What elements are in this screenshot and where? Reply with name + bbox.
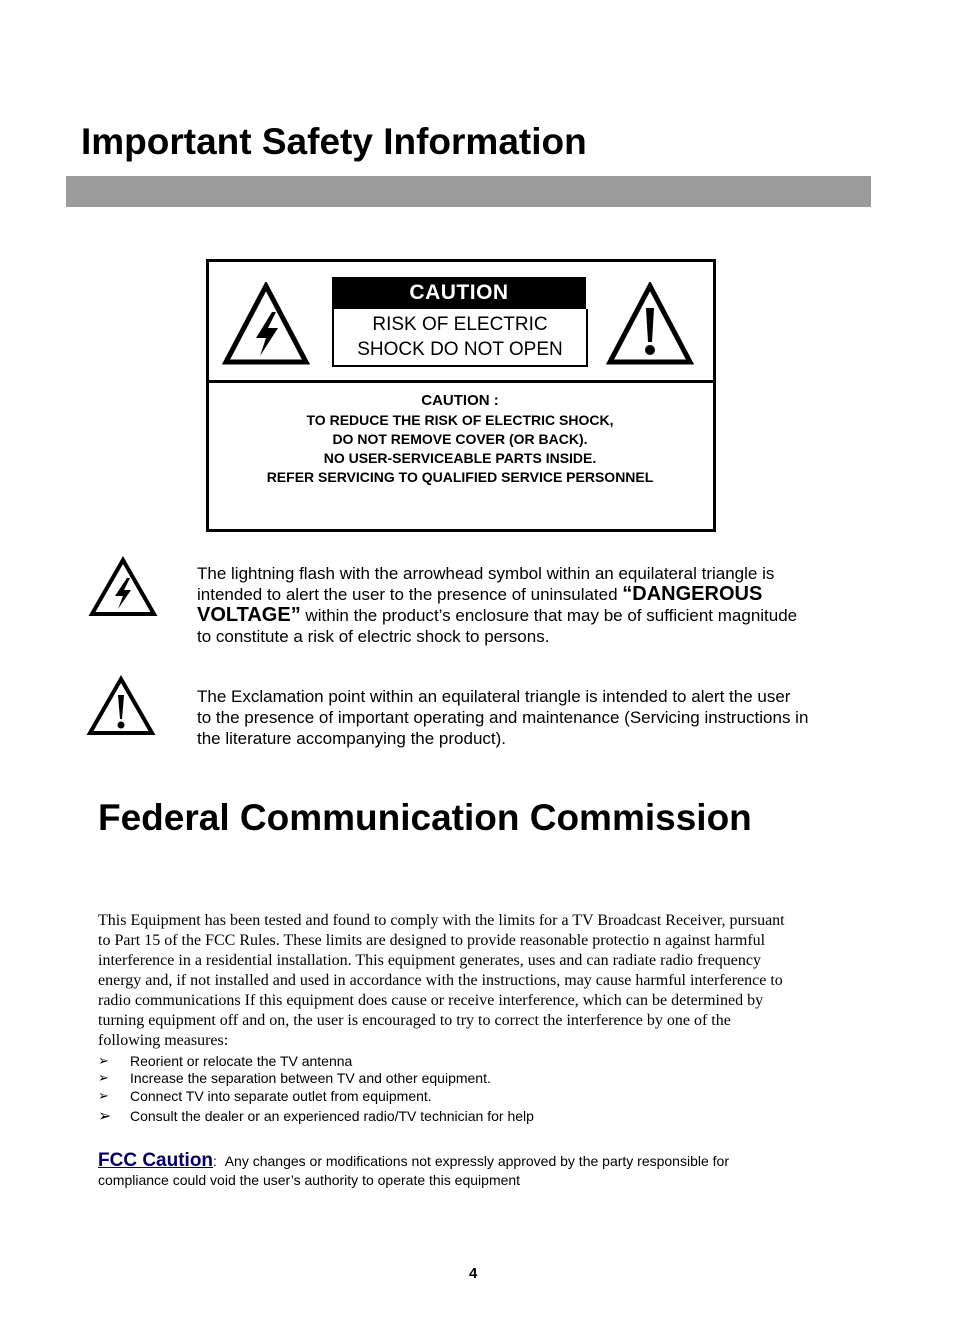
arrow-bullet-icon: ➢ (98, 1107, 112, 1125)
page-title: Important Safety Information (81, 121, 587, 162)
list-item: ➢ Connect TV into separate outlet from equipment. (98, 1087, 432, 1104)
caution-label-divider (206, 380, 716, 383)
arrow-bullet-icon: ➢ (98, 1070, 109, 1086)
fcc-heading: Federal Communication Commission (98, 797, 752, 838)
caution-instructions (210, 391, 710, 487)
caution-line: TO REDUCE THE RISK OF ELECTRIC SHOCK, (306, 412, 614, 428)
fcc-caution: FCC Caution: Any changes or modifications not expressly approved by the party responsible for compliance could void the user’s authority to operate this equipment (98, 1150, 729, 1188)
caution-subtitle: CAUTION : (421, 392, 499, 409)
caution-line: REFER SERVICING TO QUALIFIED SERVICE PERSONNEL (266, 469, 654, 485)
lightning-triangle-icon (222, 282, 310, 366)
list-item: ➢ Increase the separation between TV and other equipment. (98, 1070, 491, 1087)
lightning-triangle-icon (88, 556, 158, 618)
fcc-body: This Equipment has been tested and found to comply with the limits for a TV Broadcast Receiver, pursuant to Part 15 of the FCC Rules. These limits are designed to provide reasonable protectio n against harmful interference in a residential installation. This equipment generates, uses and can radiate radio frequency energy and, if not installed and used in accordance with the instructions, may cause harmful interference to radio communications If this equipment does cause or receive interference, which can be determined by turning equipment off and on, the user is encouraged to try to correct the interference by one of the following measures: (98, 912, 785, 1049)
lightning-explanation: The lightning flash with the arrowhead symbol within an equilateral triangle is intended to alert the user to the presence of uninsulated “DANGEROUS VOLTAGE” within the product’s enclosure that may be of sufficient magnitude to constitute a risk of electric shock to persons. (197, 564, 798, 646)
risk-line: SHOCK DO NOT OPEN (357, 339, 563, 360)
caution-line: DO NOT REMOVE COVER (OR BACK). (332, 431, 588, 447)
caution-line: NO USER-SERVICEABLE PARTS INSIDE. (323, 450, 597, 466)
risk-box (332, 309, 588, 367)
caution-label-header: CAUTION (332, 277, 586, 309)
exclamation-triangle-icon (606, 282, 694, 366)
measures-list (98, 1052, 878, 1127)
arrow-bullet-icon: ➢ (98, 1052, 109, 1068)
exclamation-explanation: The Exclamation point within an equilateral triangle is intended to alert the user to the presence of important operating and maintenance (Servicing instructions in the literature accompanying the product). (197, 687, 809, 748)
page-number: 4 (469, 1265, 478, 1282)
list-item: ➢ Reorient or relocate the TV antenna (98, 1052, 353, 1069)
risk-line: RISK OF ELECTRIC (372, 314, 548, 335)
arrow-bullet-icon: ➢ (98, 1087, 109, 1103)
list-item: ➢ Consult the dealer or an experienced radio/TV technician for help (98, 1107, 534, 1125)
exclamation-triangle-icon (86, 675, 156, 737)
fcc-caution-label: FCC Caution (98, 1150, 214, 1171)
title-divider-bar (66, 176, 871, 207)
